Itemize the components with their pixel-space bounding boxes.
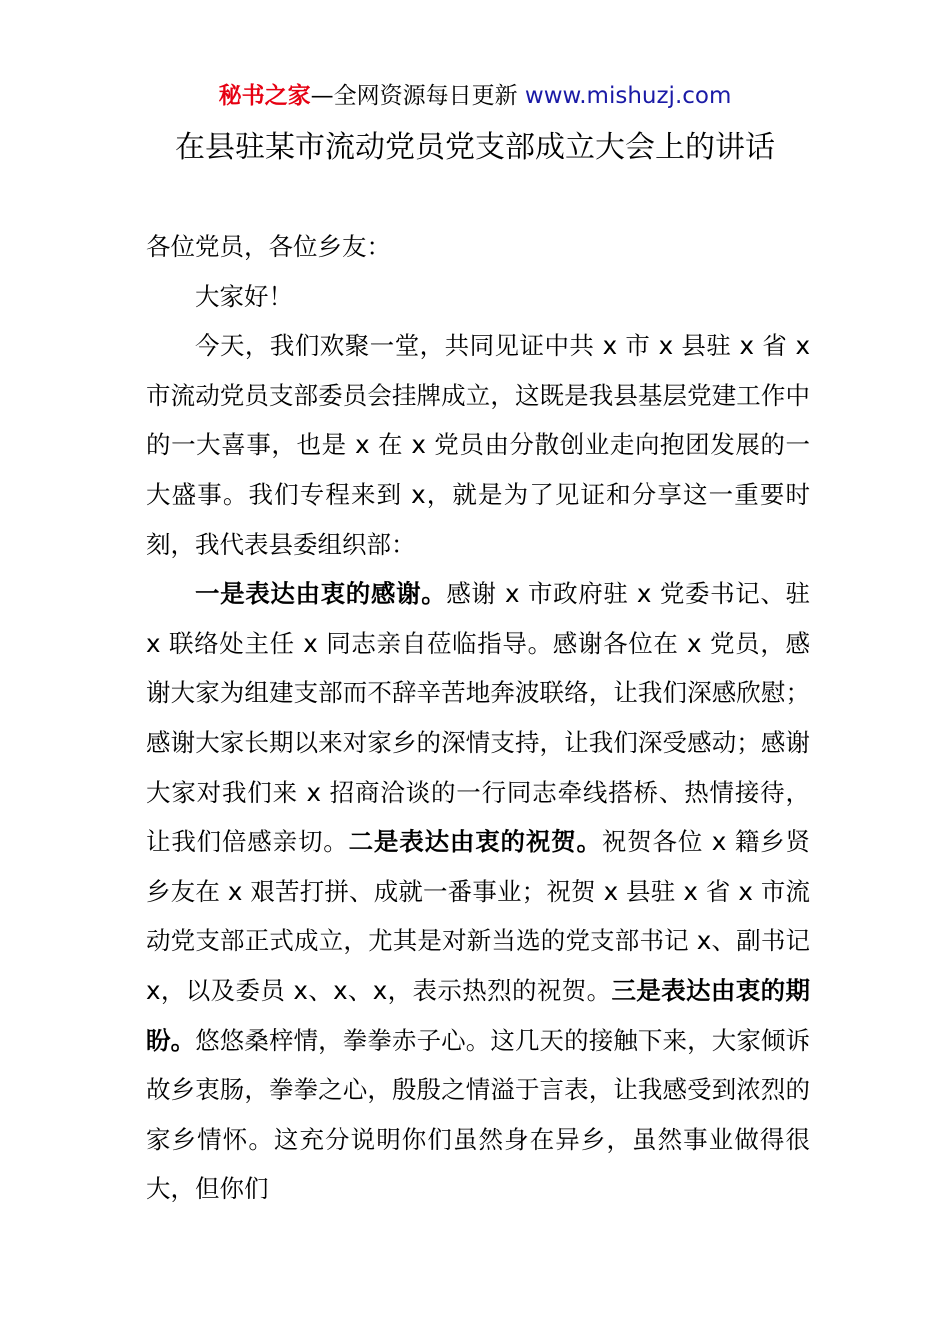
greeting: 大家好！ xyxy=(195,281,293,311)
paragraph-opening: 今天，我们欢聚一堂，共同见证中共 x 市 x 县驻 x 省 x 市流动党员支部委员会挂牌成立，这既是我县基层党建工作中的一大喜事，也是 x 在 x 党员由分散创业走向抱团发展的一大盛事。我们专程来到 x，就是为了见证和分享这一重要时刻，我代表县委组织部： xyxy=(146,331,810,559)
document-title: 在县驻某市流动党员党支部成立大会上的讲话 xyxy=(175,130,775,165)
salutation: 各位党员，各位乡友： xyxy=(146,232,391,261)
site-header xyxy=(0,80,950,112)
site-url[interactable]: www.mishuzj.com xyxy=(524,83,732,109)
point-text-hopes: 悠悠桑梓情，拳拳赤子心。这几天的接触下来，大家倾诉故乡衷肠，拳拳之心，殷殷之情溢于言表，让我感受到浓烈的家乡情怀。这充分说明你们虽然身在异乡，虽然事业做得很大，但你们 xyxy=(146,1025,811,1204)
point-heading-hopes: 三是表达由衷的期盼。 xyxy=(146,975,810,1055)
point-heading-thanks: 一是表达由衷的感谢。 xyxy=(195,579,447,609)
site-tagline: —全网资源每日更新 xyxy=(310,83,525,109)
point-text-thanks: 感谢 x 市政府驻 x 党委书记、驻 x 联络处主任 x 同志亲自莅临指导。感谢各位在 x 党员，感谢大家为组建支部而不辞辛苦地奔波联络，让我们深感欣慰；感谢大家长期以来对家乡的深情支持，让我们深受感动；感谢大家对我们来 x 招商洽谈的一行同志牵线搭桥、热情接待，让我们倍感亲切。 xyxy=(146,579,810,857)
point-heading-congrats: 二是表达由衷的祝贺。 xyxy=(348,827,602,857)
point-text-congrats: 祝贺各位 x 籍乡贤乡友在 x 艰苦打拼、成就一番事业；祝贺 x 县驻 x 省 x 市流动党支部正式成立，尤其是对新当选的党支部书记 x、副书记 x，以及委员 x、x、x，表示热烈的祝贺。 xyxy=(146,827,811,1005)
site-brand: 秘书之家 xyxy=(218,83,311,109)
document-body xyxy=(146,222,810,1214)
paragraph-points xyxy=(146,569,810,1214)
